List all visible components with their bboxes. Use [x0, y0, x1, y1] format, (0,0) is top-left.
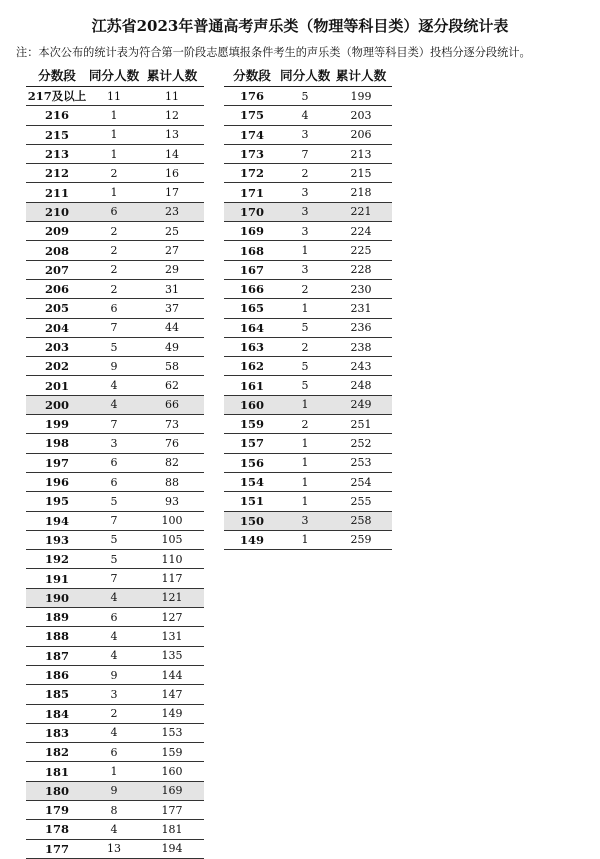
cumulative-count-cell: 66	[140, 395, 204, 414]
same-count-cell: 2	[88, 704, 140, 723]
score-cell: 205	[26, 299, 88, 318]
same-count-cell: 6	[88, 608, 140, 627]
cumulative-count-cell: 177	[140, 800, 204, 819]
table-row	[224, 87, 392, 106]
table-row	[224, 164, 392, 183]
cumulative-count-cell: 253	[330, 453, 392, 472]
same-count-cell: 2	[88, 260, 140, 279]
same-count-cell: 2	[88, 279, 140, 298]
cumulative-count-cell: 12	[140, 106, 204, 125]
score-cell: 154	[224, 472, 280, 491]
same-count-cell: 1	[280, 530, 330, 549]
cumulative-count-cell: 58	[140, 357, 204, 376]
table-row	[224, 125, 392, 144]
score-cell: 193	[26, 530, 88, 549]
same-count-cell: 11	[88, 87, 140, 106]
same-count-cell: 1	[280, 453, 330, 472]
table-row	[26, 125, 204, 144]
table-row	[26, 492, 204, 511]
cumulative-count-cell: 29	[140, 260, 204, 279]
table-header-row	[26, 62, 204, 87]
score-cell: 182	[26, 743, 88, 762]
same-count-cell: 5	[88, 492, 140, 511]
table-row	[26, 415, 204, 434]
table-row	[224, 222, 392, 241]
score-cell: 189	[26, 608, 88, 627]
same-count-cell: 2	[88, 241, 140, 260]
score-cell: 217及以上	[26, 87, 88, 106]
cumulative-count-cell: 25	[140, 222, 204, 241]
score-table-left-body	[26, 87, 204, 859]
score-cell: 185	[26, 685, 88, 704]
same-count-cell: 6	[88, 299, 140, 318]
table-row	[224, 260, 392, 279]
cumulative-count-cell: 127	[140, 608, 204, 627]
cumulative-count-cell: 93	[140, 492, 204, 511]
score-cell: 161	[224, 376, 280, 395]
cumulative-count-cell: 228	[330, 260, 392, 279]
table-row	[26, 665, 204, 684]
score-table-right	[224, 62, 392, 550]
cumulative-count-cell: 105	[140, 530, 204, 549]
score-cell: 187	[26, 646, 88, 665]
score-cell: 159	[224, 415, 280, 434]
same-count-cell: 3	[280, 125, 330, 144]
table-row	[26, 608, 204, 627]
score-cell: 156	[224, 453, 280, 472]
table-row	[26, 202, 204, 221]
score-cell: 150	[224, 511, 280, 530]
table-row	[26, 299, 204, 318]
table-row	[26, 279, 204, 298]
table-row	[26, 762, 204, 781]
cumulative-count-cell: 160	[140, 762, 204, 781]
same-count-cell: 4	[88, 820, 140, 839]
table-row	[26, 357, 204, 376]
table-row	[224, 376, 392, 395]
cumulative-count-cell: 230	[330, 279, 392, 298]
same-count-cell: 9	[88, 357, 140, 376]
same-count-cell: 2	[280, 164, 330, 183]
same-count-cell: 1	[88, 125, 140, 144]
same-count-cell: 9	[88, 665, 140, 684]
table-row	[224, 183, 392, 202]
cumulative-count-cell: 100	[140, 511, 204, 530]
same-count-cell: 7	[88, 511, 140, 530]
same-count-cell: 2	[88, 222, 140, 241]
table-row	[26, 260, 204, 279]
table-row	[224, 434, 392, 453]
cumulative-count-cell: 17	[140, 183, 204, 202]
table-row	[224, 472, 392, 491]
table-row	[26, 318, 204, 337]
same-count-cell: 1	[280, 472, 330, 491]
table-row	[26, 144, 204, 163]
same-count-cell: 4	[88, 646, 140, 665]
score-cell: 208	[26, 241, 88, 260]
score-cell: 184	[26, 704, 88, 723]
cumulative-count-cell: 249	[330, 395, 392, 414]
cumulative-count-cell: 31	[140, 279, 204, 298]
cumulative-count-cell: 27	[140, 241, 204, 260]
score-cell: 166	[224, 279, 280, 298]
table-row	[224, 318, 392, 337]
table-row	[26, 472, 204, 491]
score-cell: 172	[224, 164, 280, 183]
table-row	[26, 106, 204, 125]
score-cell: 210	[26, 202, 88, 221]
cumulative-count-cell: 147	[140, 685, 204, 704]
table-row	[224, 357, 392, 376]
score-cell: 176	[224, 87, 280, 106]
table-row	[26, 743, 204, 762]
cumulative-count-cell: 62	[140, 376, 204, 395]
table-row	[224, 415, 392, 434]
score-table-right-body	[224, 87, 392, 550]
cumulative-count-cell: 231	[330, 299, 392, 318]
same-count-cell: 2	[280, 415, 330, 434]
cumulative-count-cell: 23	[140, 202, 204, 221]
cumulative-count-cell: 243	[330, 357, 392, 376]
same-count-cell: 5	[280, 376, 330, 395]
table-row	[224, 453, 392, 472]
score-cell: 171	[224, 183, 280, 202]
table-row	[26, 453, 204, 472]
score-cell: 190	[26, 588, 88, 607]
table-row	[224, 337, 392, 356]
cumulative-count-cell: 248	[330, 376, 392, 395]
same-count-cell: 3	[88, 434, 140, 453]
score-cell: 194	[26, 511, 88, 530]
score-cell: 204	[26, 318, 88, 337]
same-count-cell: 1	[88, 106, 140, 125]
same-count-cell: 7	[88, 415, 140, 434]
same-count-cell: 4	[88, 627, 140, 646]
table-row	[26, 588, 204, 607]
score-cell: 167	[224, 260, 280, 279]
cumulative-count-cell: 16	[140, 164, 204, 183]
table-row	[26, 800, 204, 819]
cumulative-count-cell: 218	[330, 183, 392, 202]
cumulative-count-cell: 169	[140, 781, 204, 800]
table-row	[26, 434, 204, 453]
same-count-cell: 5	[88, 530, 140, 549]
same-count-cell: 3	[280, 511, 330, 530]
score-cell: 212	[26, 164, 88, 183]
same-count-cell: 5	[280, 87, 330, 106]
score-cell: 206	[26, 279, 88, 298]
cumulative-count-cell: 159	[140, 743, 204, 762]
cumulative-count-cell: 153	[140, 723, 204, 742]
cumulative-count-cell: 149	[140, 704, 204, 723]
score-cell: 168	[224, 241, 280, 260]
score-cell: 207	[26, 260, 88, 279]
cumulative-count-cell: 199	[330, 87, 392, 106]
score-cell: 163	[224, 337, 280, 356]
cumulative-count-cell: 224	[330, 222, 392, 241]
same-count-cell: 3	[280, 222, 330, 241]
score-cell: 198	[26, 434, 88, 453]
score-cell: 195	[26, 492, 88, 511]
same-count-cell: 5	[280, 357, 330, 376]
score-cell: 209	[26, 222, 88, 241]
cumulative-count-cell: 251	[330, 415, 392, 434]
table-row	[224, 530, 392, 549]
same-count-cell: 7	[88, 318, 140, 337]
score-cell: 197	[26, 453, 88, 472]
table-row	[26, 550, 204, 569]
score-cell: 203	[26, 337, 88, 356]
score-cell: 215	[26, 125, 88, 144]
cumulative-count-cell: 82	[140, 453, 204, 472]
table-row	[26, 704, 204, 723]
table-row	[26, 241, 204, 260]
table-row	[26, 685, 204, 704]
table-row	[26, 395, 204, 414]
same-count-cell: 3	[280, 260, 330, 279]
score-cell: 165	[224, 299, 280, 318]
table-row	[26, 376, 204, 395]
same-count-cell: 1	[88, 762, 140, 781]
table-row	[224, 241, 392, 260]
header-score: 分数段	[26, 62, 88, 87]
same-count-cell: 5	[88, 337, 140, 356]
same-count-cell: 3	[280, 183, 330, 202]
same-count-cell: 2	[280, 279, 330, 298]
cumulative-count-cell: 14	[140, 144, 204, 163]
cumulative-count-cell: 11	[140, 87, 204, 106]
cumulative-count-cell: 258	[330, 511, 392, 530]
table-row	[26, 820, 204, 839]
score-cell: 216	[26, 106, 88, 125]
table-row	[224, 279, 392, 298]
cumulative-count-cell: 181	[140, 820, 204, 839]
same-count-cell: 4	[280, 106, 330, 125]
cumulative-count-cell: 225	[330, 241, 392, 260]
header-score: 分数段	[224, 62, 280, 87]
table-row	[224, 395, 392, 414]
same-count-cell: 7	[280, 144, 330, 163]
table-row	[26, 511, 204, 530]
table-row	[224, 511, 392, 530]
header-same-count: 同分人数	[280, 62, 330, 87]
cumulative-count-cell: 44	[140, 318, 204, 337]
same-count-cell: 1	[88, 144, 140, 163]
score-cell: 164	[224, 318, 280, 337]
cumulative-count-cell: 213	[330, 144, 392, 163]
score-cell: 157	[224, 434, 280, 453]
table-row	[26, 569, 204, 588]
score-cell: 177	[26, 839, 88, 858]
score-cell: 192	[26, 550, 88, 569]
same-count-cell: 6	[88, 202, 140, 221]
same-count-cell: 2	[88, 164, 140, 183]
score-cell: 173	[224, 144, 280, 163]
table-note: 注：本次公布的统计表为符合第一阶段志愿填报条件考生的声乐类（物理等科目类）投档分逐分段统计。	[16, 46, 531, 59]
cumulative-count-cell: 117	[140, 569, 204, 588]
same-count-cell: 6	[88, 472, 140, 491]
score-cell: 211	[26, 183, 88, 202]
score-cell: 170	[224, 202, 280, 221]
same-count-cell: 1	[280, 299, 330, 318]
cumulative-count-cell: 131	[140, 627, 204, 646]
header-cumulative-count: 累计人数	[140, 62, 204, 87]
table-row	[224, 106, 392, 125]
same-count-cell: 4	[88, 588, 140, 607]
cumulative-count-cell: 221	[330, 202, 392, 221]
table-row	[26, 164, 204, 183]
same-count-cell: 4	[88, 723, 140, 742]
same-count-cell: 1	[88, 183, 140, 202]
score-cell: 196	[26, 472, 88, 491]
cumulative-count-cell: 236	[330, 318, 392, 337]
cumulative-count-cell: 259	[330, 530, 392, 549]
cumulative-count-cell: 203	[330, 106, 392, 125]
same-count-cell: 13	[88, 839, 140, 858]
table-header-row	[224, 62, 392, 87]
score-cell: 180	[26, 781, 88, 800]
same-count-cell: 5	[280, 318, 330, 337]
score-cell: 183	[26, 723, 88, 742]
cumulative-count-cell: 194	[140, 839, 204, 858]
table-row	[224, 144, 392, 163]
table-row	[26, 627, 204, 646]
cumulative-count-cell: 110	[140, 550, 204, 569]
cumulative-count-cell: 121	[140, 588, 204, 607]
same-count-cell: 3	[280, 202, 330, 221]
score-cell: 178	[26, 820, 88, 839]
score-cell: 151	[224, 492, 280, 511]
cumulative-count-cell: 135	[140, 646, 204, 665]
score-cell: 200	[26, 395, 88, 414]
cumulative-count-cell: 255	[330, 492, 392, 511]
cumulative-count-cell: 238	[330, 337, 392, 356]
cumulative-count-cell: 13	[140, 125, 204, 144]
page-title: 江苏省2023年普通高考声乐类（物理等科目类）逐分段统计表	[91, 17, 509, 35]
same-count-cell: 1	[280, 434, 330, 453]
score-cell: 160	[224, 395, 280, 414]
same-count-cell: 8	[88, 800, 140, 819]
score-cell: 181	[26, 762, 88, 781]
table-row	[224, 202, 392, 221]
same-count-cell: 4	[88, 395, 140, 414]
same-count-cell: 9	[88, 781, 140, 800]
same-count-cell: 7	[88, 569, 140, 588]
table-row	[26, 183, 204, 202]
same-count-cell: 5	[88, 550, 140, 569]
score-cell: 174	[224, 125, 280, 144]
score-cell: 162	[224, 357, 280, 376]
table-row	[224, 299, 392, 318]
cumulative-count-cell: 73	[140, 415, 204, 434]
score-cell: 202	[26, 357, 88, 376]
score-cell: 169	[224, 222, 280, 241]
table-row	[26, 87, 204, 106]
score-cell: 188	[26, 627, 88, 646]
cumulative-count-cell: 215	[330, 164, 392, 183]
score-cell: 191	[26, 569, 88, 588]
cumulative-count-cell: 49	[140, 337, 204, 356]
score-cell: 213	[26, 144, 88, 163]
score-cell: 201	[26, 376, 88, 395]
cumulative-count-cell: 76	[140, 434, 204, 453]
score-cell: 186	[26, 665, 88, 684]
same-count-cell: 1	[280, 395, 330, 414]
table-row	[26, 781, 204, 800]
table-row	[224, 492, 392, 511]
score-cell: 179	[26, 800, 88, 819]
cumulative-count-cell: 254	[330, 472, 392, 491]
cumulative-count-cell: 206	[330, 125, 392, 144]
header-cumulative-count: 累计人数	[330, 62, 392, 87]
cumulative-count-cell: 88	[140, 472, 204, 491]
cumulative-count-cell: 144	[140, 665, 204, 684]
same-count-cell: 1	[280, 492, 330, 511]
cumulative-count-cell: 37	[140, 299, 204, 318]
same-count-cell: 6	[88, 453, 140, 472]
cumulative-count-cell: 252	[330, 434, 392, 453]
same-count-cell: 4	[88, 376, 140, 395]
table-row	[26, 337, 204, 356]
same-count-cell: 6	[88, 743, 140, 762]
same-count-cell: 2	[280, 337, 330, 356]
score-table-left	[26, 62, 204, 859]
score-cell: 199	[26, 415, 88, 434]
table-row	[26, 646, 204, 665]
score-cell: 149	[224, 530, 280, 549]
same-count-cell: 1	[280, 241, 330, 260]
same-count-cell: 3	[88, 685, 140, 704]
table-row	[26, 723, 204, 742]
table-row	[26, 530, 204, 549]
table-row	[26, 222, 204, 241]
header-same-count: 同分人数	[88, 62, 140, 87]
score-cell: 175	[224, 106, 280, 125]
